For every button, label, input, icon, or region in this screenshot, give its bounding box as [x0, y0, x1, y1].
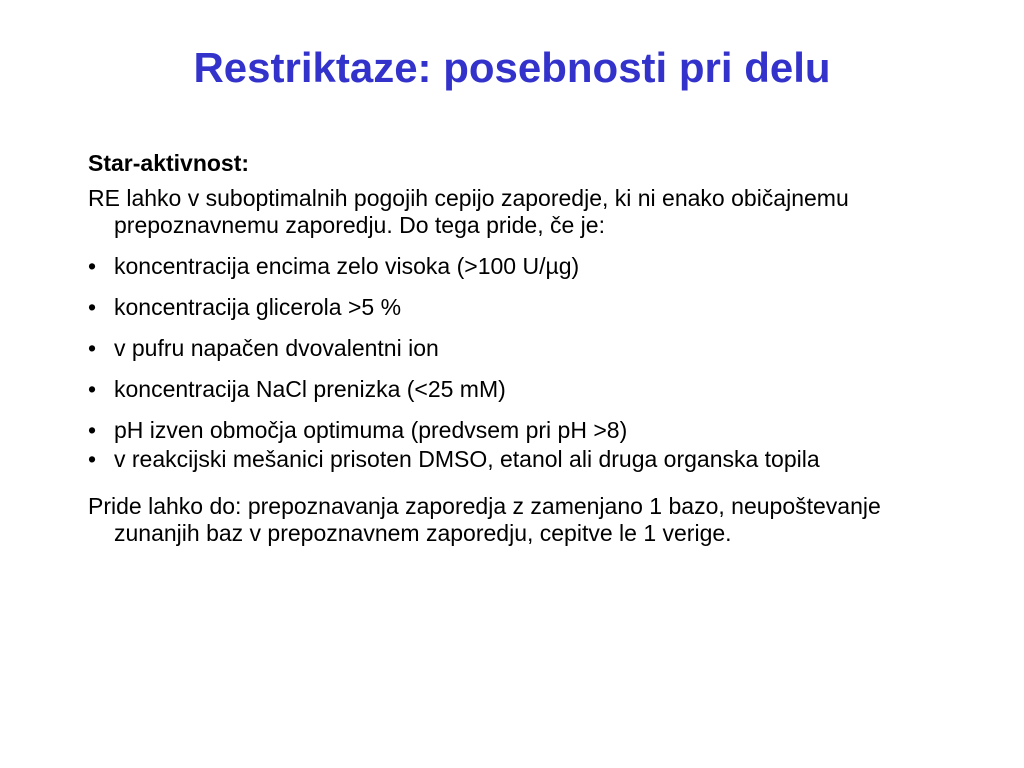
- bullet-icon: •: [88, 417, 97, 443]
- bullet-list: [88, 253, 968, 473]
- bullet-item: [88, 253, 968, 280]
- slide-title: Restriktaze: posebnosti pri delu: [193, 44, 831, 91]
- intro-paragraph: RE lahko v suboptimalnih pogojih cepijo zaporedje, ki ni enako običajnemu prepoznavnemu zaporedju. Do tega pride, če je:: [88, 185, 849, 238]
- bullet-icon: •: [88, 446, 97, 472]
- bullet-text: v reakcijski mešanici prisoten DMSO, etanol ali druga organska topila: [114, 446, 820, 472]
- bullet-text: koncentracija encima zelo visoka (>100 U/µg): [114, 253, 580, 279]
- bullet-item: [88, 335, 968, 362]
- bullet-item: [88, 417, 968, 444]
- bullet-icon: •: [88, 376, 97, 402]
- subheading: Star-aktivnost:: [88, 150, 250, 176]
- bullet-item: [88, 376, 968, 403]
- bullet-item: [88, 294, 968, 321]
- slide-content: [88, 150, 968, 547]
- bullet-icon: •: [88, 335, 97, 361]
- closing-paragraph: Pride lahko do: prepoznavanja zaporedja z zamenjano 1 bazo, neupoštevanje zunanjih baz v prepoznavnem zaporedju, cepitve le 1 verige.: [88, 493, 881, 546]
- bullet-icon: •: [88, 253, 97, 279]
- bullet-text: v pufru napačen dvovalentni ion: [114, 335, 439, 361]
- bullet-item: [88, 446, 968, 473]
- bullet-text: koncentracija glicerola >5 %: [114, 294, 402, 320]
- bullet-text: pH izven območja optimuma (predvsem pri pH >8): [114, 417, 628, 443]
- bullet-icon: •: [88, 294, 97, 320]
- bullet-text: koncentracija NaCl prenizka (<25 mM): [114, 376, 506, 402]
